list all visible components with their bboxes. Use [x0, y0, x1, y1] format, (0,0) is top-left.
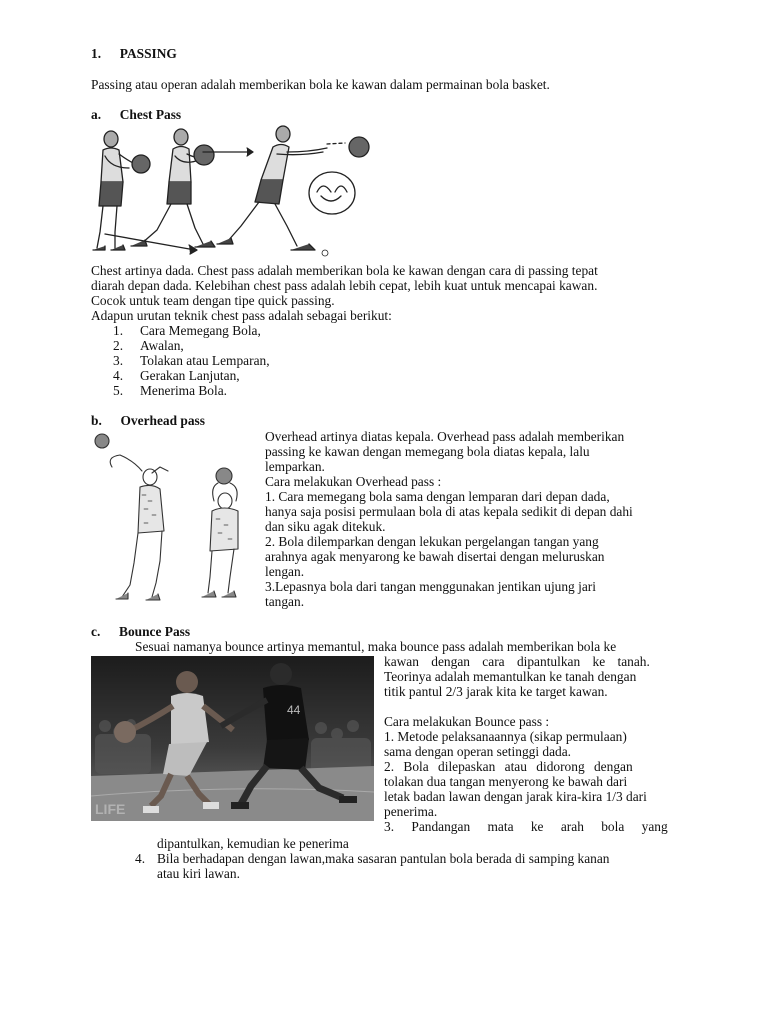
- overhead-desc-line: 1. Cara memegang bola sama dengan lemparan dari depan dada,: [265, 489, 610, 504]
- player-figure-right: [202, 468, 238, 597]
- overhead-desc-line: Cara melakukan Overhead pass :: [265, 474, 442, 489]
- overhead-desc-line: 3.Lepasnya bola dari tangan menggunakan jentikan ujung jari: [265, 579, 596, 594]
- svg-text:44: 44: [287, 703, 301, 717]
- overhead-desc-line: 2. Bola dilemparkan dengan lekukan pergelangan tangan yang: [265, 534, 599, 549]
- list-item: 5. Menerima Bola.: [113, 383, 228, 398]
- chest-desc-line: Adapun urutan teknik chest pass adalah sebagai berikut:: [91, 308, 392, 323]
- overhead-desc-line: arahnya agak menyarong ke bawah disertai dengan meluruskan: [265, 549, 605, 564]
- list-item-line: Bila berhadapan dengan lawan,maka sasaran pantulan bola berada di samping kanan: [157, 851, 610, 866]
- bounce-desc-line: tolakan dua tangan menyerong ke bawah dari: [384, 774, 628, 789]
- bounce-desc-line: penerima.: [384, 804, 438, 819]
- bounce-desc-line: kawan dengan cara dipantulkan ke tanah.: [384, 654, 650, 669]
- chest-pass-title: Chest Pass: [119, 107, 182, 122]
- list-item: 4. Gerakan Lanjutan,: [113, 368, 240, 383]
- list-number: 4.: [135, 851, 146, 866]
- chest-desc-line: Cocok untuk team dengan tipe quick passing.: [91, 293, 335, 308]
- list-item-line: atau kiri lawan.: [157, 866, 240, 881]
- bounce-pass-title: Bounce Pass: [119, 624, 191, 639]
- overhead-desc-line: hanya saja posisi permulaan bola di atas kepala sedikit di depan dahi: [265, 504, 633, 519]
- chest-pass-steps-list: [113, 323, 270, 398]
- overhead-desc-line: dan siku agak ditekuk.: [265, 519, 386, 534]
- chest-pass-heading: [91, 107, 181, 122]
- chest-pass-illustration: [91, 122, 381, 260]
- chest-pass-letter: a.: [91, 107, 102, 122]
- bounce-desc-line: titik pantul 2/3 jarak kita ke target kawan.: [384, 684, 608, 699]
- bounce-desc-line: Cara melakukan Bounce pass :: [384, 714, 550, 729]
- bounce-desc-line: sama dengan operan setinggi dada.: [384, 744, 572, 759]
- list-item: 3. Tolakan atau Lemparan,: [113, 353, 270, 368]
- overhead-desc-line: Overhead artinya diatas kepala. Overhead pass adalah memberikan: [265, 429, 625, 444]
- overhead-pass-illustration: [94, 431, 254, 607]
- bounce-desc-line: 2. Bola dilepaskan atau didorong dengan: [384, 759, 633, 774]
- player-figure-left: [95, 434, 168, 600]
- section-heading: [91, 46, 177, 61]
- bounce-desc-line: 3. Pandangan mata ke arah bola yang: [384, 819, 668, 834]
- bounce-pass-description: [384, 654, 678, 834]
- overhead-desc-line: lengan.: [265, 564, 305, 579]
- overhead-desc-line: lemparkan.: [265, 459, 325, 474]
- bounce-pass-heading: [91, 624, 190, 639]
- bounce-intro-line: Sesuai namanya bounce artinya memantul, maka bounce pass adalah memberikan bola ke: [135, 639, 617, 654]
- bounce-desc-line: 1. Metode pelaksanaannya (sikap permulaan): [384, 729, 627, 744]
- bounce-pass-letter: c.: [91, 624, 101, 639]
- photo-watermark: LIFE: [95, 801, 126, 817]
- overhead-pass-title: Overhead pass: [120, 413, 205, 428]
- bounce-pass-photo: [91, 656, 374, 821]
- list-item: 1. Cara Memegang Bola,: [113, 323, 261, 338]
- bounce-desc-blank: [384, 699, 678, 714]
- section-number: 1.: [91, 46, 102, 61]
- player-figure-3: [217, 126, 327, 250]
- overhead-desc-line: passing ke kawan dengan memegang bola diatas kepala, lalu: [265, 444, 590, 459]
- section-title: PASSING: [119, 46, 177, 61]
- overhead-pass-description: [265, 429, 679, 609]
- overhead-pass-letter: b.: [91, 413, 102, 428]
- intro-text: Passing atau operan adalah memberikan bola ke kawan dalam permainan bola basket.: [91, 77, 550, 92]
- player-figure-1: [93, 131, 135, 250]
- chest-desc-line: diarah depan dada. Kelebihan chest pass adalah lebih cepat, lebih kuat untuk mencapai kawan.: [91, 278, 598, 293]
- chest-pass-description: [91, 263, 681, 323]
- list-item: 2. Awalan,: [113, 338, 184, 353]
- bounce-cont-line: dipantulkan, kemudian ke penerima: [157, 836, 349, 851]
- bounce-desc-line: Teorinya adalah memantulkan ke tanah dengan: [384, 669, 637, 684]
- overhead-desc-line: tangan.: [265, 594, 305, 609]
- bounce-desc-line: letak badan lawan dengan jarak kira-kira 1/3 dari: [384, 789, 647, 804]
- chest-desc-line: Chest artinya dada. Chest pass adalah memberikan bola ke kawan dengan cara di passing tepat: [91, 263, 598, 278]
- overhead-pass-heading: [91, 413, 205, 428]
